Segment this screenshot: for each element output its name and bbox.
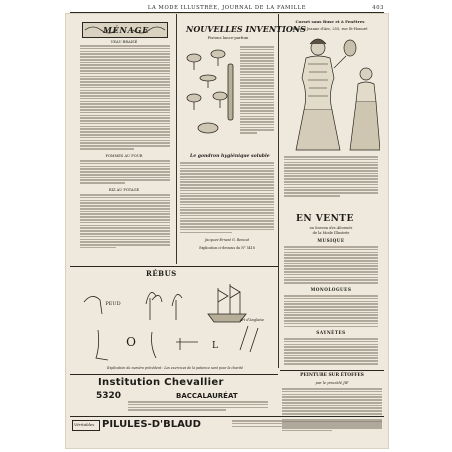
gondron-caption: Le gondron hygiénique soluble	[190, 154, 270, 159]
saynetes-heading: SAYNÈTES	[316, 330, 346, 335]
rebus-caption: Explication du numéro précédent : Les exercices de la patience sont pour la charité	[107, 366, 243, 370]
peinture-rule	[280, 370, 384, 371]
menage-banner	[82, 22, 168, 38]
header-rule	[70, 12, 384, 13]
pilules-text	[232, 420, 382, 428]
rebus-letter-o: O	[126, 335, 136, 349]
inventions-subtitle: Pistons lance-parfum	[207, 35, 249, 40]
subhead-veau: VEAU BRAISÉ	[110, 40, 138, 44]
page-number: 403	[372, 5, 384, 11]
corset-fashion-illustration	[282, 34, 380, 152]
rebus-top-rule	[70, 266, 278, 267]
peinture-title: PEINTURE SUR ÉTOFFES	[300, 373, 364, 378]
inventions-closing: Explication ci-dessous du N° 5418	[199, 246, 255, 250]
monologues-heading: MONOLOGUES	[310, 287, 352, 292]
rebus-title: RÉBUS	[146, 269, 177, 278]
inventions-text-right	[240, 46, 274, 135]
en-vente-line-1: au bureau des Abonnés	[309, 226, 353, 230]
perfume-piston-illustration	[184, 44, 240, 140]
corset-ad-heading: Corset sans Buse et à Fenêtres	[295, 19, 365, 24]
inventions-title: NOUVELLES INVENTIONS	[186, 24, 306, 34]
subhead-pommes: POMMES AU FOUR	[105, 154, 143, 158]
rebus-word-peud: PEUD	[105, 301, 121, 307]
monologues-list	[284, 295, 378, 328]
inventions-text-block	[180, 162, 274, 234]
musique-list	[284, 246, 378, 285]
corset-ad-address: Maison Jeanne d'Arc, 255, rue St-Honoré	[292, 27, 368, 31]
pilules-label-box	[72, 420, 100, 431]
saynetes-list	[284, 338, 378, 366]
pilules-top-rule	[70, 416, 384, 417]
menage-text-block-3	[80, 194, 170, 250]
running-header	[70, 5, 384, 11]
column-divider-right	[278, 14, 279, 368]
corset-ad-text	[284, 156, 378, 198]
menage-text-block-1	[80, 45, 170, 151]
institution-number: 5320	[96, 391, 122, 401]
institution-top-rule	[70, 374, 278, 375]
column-divider-left	[176, 14, 177, 264]
subhead-riz: RIZ AU POTAGE	[108, 188, 140, 192]
en-vente-title: EN VENTE	[296, 214, 354, 224]
musique-heading: MUSIQUE	[317, 238, 345, 243]
peinture-subtitle: par le procédé JIF	[315, 381, 349, 385]
running-title: LA MODE ILLUSTRÉE, JOURNAL DE LA FAMILLE	[147, 5, 307, 11]
institution-name: Institution Chevallier	[98, 377, 224, 388]
rebus-letter-l: L	[212, 341, 218, 351]
rebus-word-anglaise: Art d'Anglaise	[239, 318, 265, 322]
pilules-label: Véritables	[74, 422, 95, 427]
menage-text-block-2	[80, 160, 170, 185]
institution-bac: BACCALAURÉAT	[176, 392, 238, 400]
inventions-signature: Jacques-Ernest G. Renout	[204, 238, 250, 242]
pilules-name: PILULES-D'BLAUD	[102, 419, 201, 430]
menage-title: MÉNAGE	[103, 25, 150, 35]
institution-details	[128, 401, 268, 412]
en-vente-line-2: de la Mode Illustrée	[312, 231, 350, 235]
